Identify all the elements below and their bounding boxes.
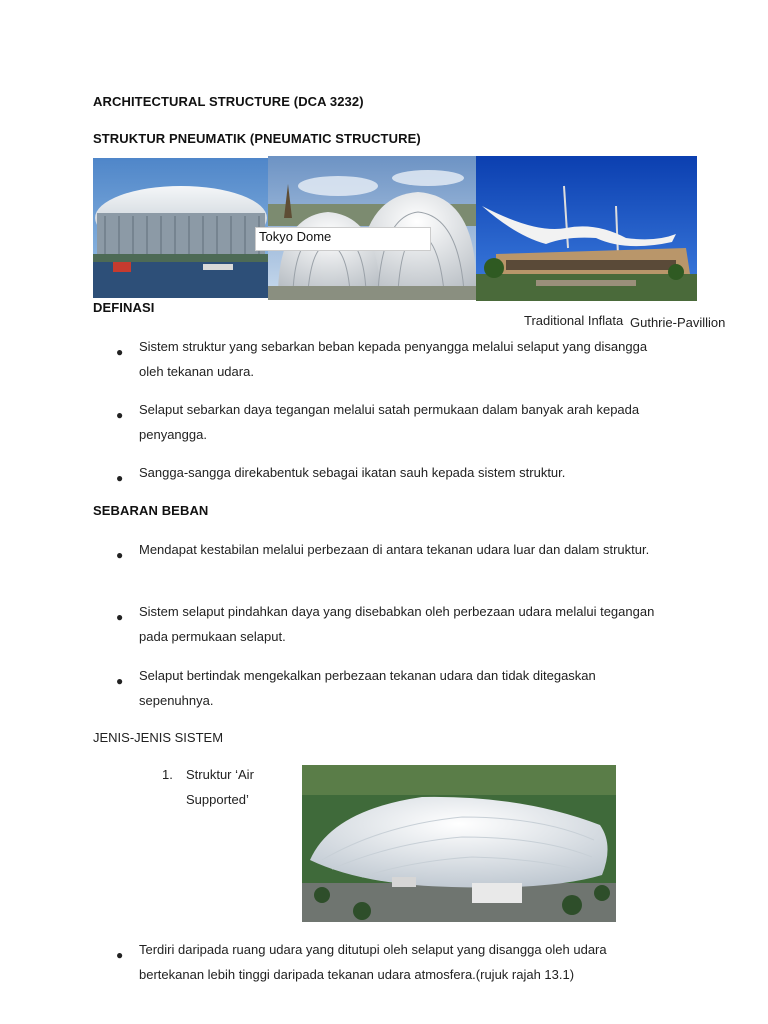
definasi-bullet-1: Sistem struktur yang sebarkan beban kepada penyangga melalui selaput yang disangga oleh tekanan udara. (139, 339, 648, 379)
definasi-bullet-2: Selaput sebarkan daya tegangan melalui satah permukaan dalam banyak arah kepada penyangga. (139, 402, 640, 442)
bullet-icon: ● (116, 674, 124, 688)
jenis-item-label: Struktur ‘Air Supported’ (186, 767, 254, 807)
bullet-icon: ● (116, 345, 124, 359)
guthrie-pavillion-caption: Guthrie-Pavillion (630, 315, 726, 330)
bullet-icon: ● (116, 548, 124, 562)
sebaran-heading: SEBARAN BEBAN (93, 503, 209, 518)
tokyo-dome-photo (93, 158, 269, 298)
bullet-icon: ● (116, 408, 124, 422)
sebaran-bullet-2: Sistem selaput pindahkan daya yang disebabkan oleh perbezaan udara melalui tegangan pada permukaan selaput. (139, 604, 655, 644)
bullet-icon: ● (116, 471, 124, 485)
jenis-heading: JENIS-JENIS SISTEM (93, 730, 224, 745)
traditional-inflatable-caption: Traditional Inflata (524, 313, 624, 328)
air-supported-dome-photo (302, 765, 616, 922)
definasi-heading: DEFINASI (93, 300, 155, 315)
bullet-icon: ● (116, 610, 124, 624)
bullet-icon: ● (116, 948, 124, 962)
definasi-bullet-3: Sangga-sangga direkabentuk sebagai ikatan sauh kepada sistem struktur. (139, 465, 566, 480)
sebaran-bullet-3: Selaput bertindak mengekalkan perbezaan tekanan udara dan tidak ditegaskan sepenuhnya. (139, 668, 596, 708)
guthrie-pavillion-photo (476, 156, 697, 301)
document-subtitle: STRUKTUR PNEUMATIK (PNEUMATIC STRUCTURE) (93, 131, 421, 146)
document-title: ARCHITECTURAL STRUCTURE (DCA 3232) (93, 94, 364, 109)
tokyo-dome-caption: Tokyo Dome (255, 227, 431, 251)
jenis-item-number: 1. (162, 767, 173, 782)
sebaran-bullet-1: Mendapat kestabilan melalui perbezaan di antara tekanan udara luar dan dalam struktur. (139, 542, 650, 557)
jenis-bullet-1: Terdiri daripada ruang udara yang ditutupi oleh selaput yang disangga oleh udara bertekanan lebih tinggi daripada tekanan udara atmosfera.(rujuk rajah 13.1) (139, 942, 607, 982)
